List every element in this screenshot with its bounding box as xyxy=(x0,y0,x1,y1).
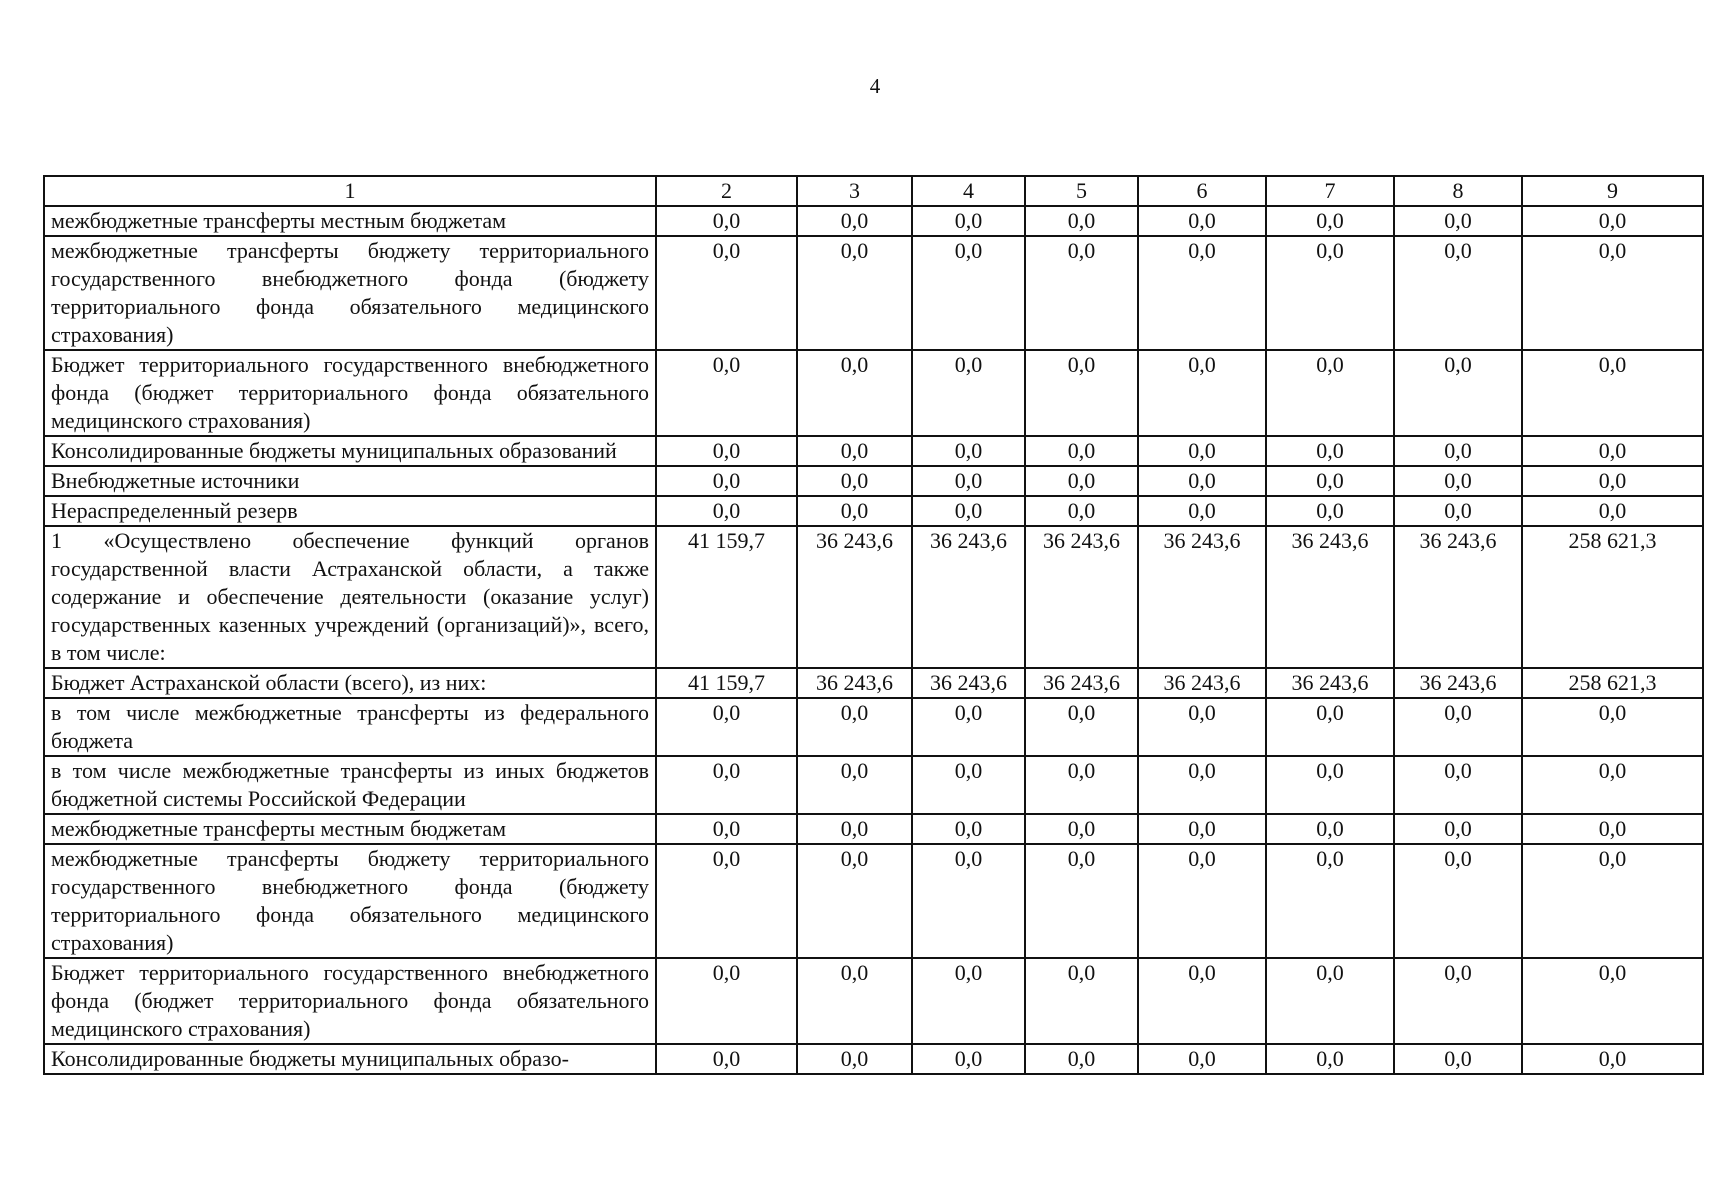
value-cell: 0,0 xyxy=(912,350,1025,436)
value-cell: 0,0 xyxy=(1522,1044,1703,1074)
value-cell: 0,0 xyxy=(1138,496,1266,526)
value-cell: 0,0 xyxy=(797,236,912,350)
value-cell: 36 243,6 xyxy=(1266,668,1394,698)
table-row xyxy=(44,958,1703,1044)
value-cell: 0,0 xyxy=(912,496,1025,526)
column-header: 6 xyxy=(1138,176,1266,206)
value-cell: 0,0 xyxy=(797,206,912,236)
value-cell: 0,0 xyxy=(1025,698,1138,756)
row-description: в том числе межбюджетные трансферты из иных бюджетов бюджетной системы Российской Федерации xyxy=(44,756,656,814)
row-description: 1 «Осуществлено обеспечение функций органов государственной власти Астраханской области, а также содержание и обеспечение деятельности (оказание услуг) государственных казенных учреждений (организаций)», всего, в том числе: xyxy=(44,526,656,668)
value-cell: 0,0 xyxy=(1138,698,1266,756)
value-cell: 0,0 xyxy=(1138,350,1266,436)
value-cell: 0,0 xyxy=(656,1044,797,1074)
value-cell: 0,0 xyxy=(1522,496,1703,526)
value-cell: 0,0 xyxy=(1025,756,1138,814)
value-cell: 0,0 xyxy=(656,844,797,958)
value-cell: 0,0 xyxy=(1266,466,1394,496)
value-cell: 0,0 xyxy=(912,236,1025,350)
row-description: Бюджет территориального государственного внебюджетного фонда (бюджет территориального фонда обязательного медицинского страхования) xyxy=(44,350,656,436)
value-cell: 0,0 xyxy=(1394,1044,1522,1074)
row-description: Консолидированные бюджеты муниципальных образований xyxy=(44,436,656,466)
value-cell: 0,0 xyxy=(1266,496,1394,526)
column-header: 5 xyxy=(1025,176,1138,206)
value-cell: 0,0 xyxy=(1138,236,1266,350)
value-cell: 0,0 xyxy=(1394,756,1522,814)
table-row xyxy=(44,466,1703,496)
table-row xyxy=(44,436,1703,466)
column-header: 3 xyxy=(797,176,912,206)
value-cell: 0,0 xyxy=(1522,844,1703,958)
value-cell: 0,0 xyxy=(656,496,797,526)
value-cell: 41 159,7 xyxy=(656,668,797,698)
value-cell: 0,0 xyxy=(656,466,797,496)
row-description: межбюджетные трансферты бюджету территориального государственного внебюджетного фонда (бюджету территориального фонда обязательного медицинского страхования) xyxy=(44,236,656,350)
value-cell: 0,0 xyxy=(1394,236,1522,350)
column-header: 7 xyxy=(1266,176,1394,206)
value-cell: 0,0 xyxy=(797,496,912,526)
value-cell: 0,0 xyxy=(1138,844,1266,958)
value-cell: 0,0 xyxy=(1522,466,1703,496)
value-cell: 0,0 xyxy=(1138,1044,1266,1074)
value-cell: 36 243,6 xyxy=(797,526,912,668)
table-row xyxy=(44,756,1703,814)
table-row xyxy=(44,496,1703,526)
value-cell: 0,0 xyxy=(656,206,797,236)
value-cell: 0,0 xyxy=(1522,350,1703,436)
value-cell: 0,0 xyxy=(1394,496,1522,526)
value-cell: 0,0 xyxy=(1394,350,1522,436)
value-cell: 0,0 xyxy=(1394,814,1522,844)
value-cell: 0,0 xyxy=(1394,206,1522,236)
row-description: Нераспределенный резерв xyxy=(44,496,656,526)
value-cell: 0,0 xyxy=(1025,844,1138,958)
value-cell: 0,0 xyxy=(656,350,797,436)
value-cell: 36 243,6 xyxy=(1394,668,1522,698)
column-header: 2 xyxy=(656,176,797,206)
value-cell: 0,0 xyxy=(1025,814,1138,844)
value-cell: 0,0 xyxy=(656,698,797,756)
value-cell: 0,0 xyxy=(656,236,797,350)
value-cell: 0,0 xyxy=(797,436,912,466)
value-cell: 0,0 xyxy=(1394,844,1522,958)
value-cell: 0,0 xyxy=(1025,206,1138,236)
value-cell: 0,0 xyxy=(1266,206,1394,236)
value-cell: 0,0 xyxy=(1522,814,1703,844)
value-cell: 0,0 xyxy=(1138,206,1266,236)
value-cell: 0,0 xyxy=(1138,466,1266,496)
value-cell: 0,0 xyxy=(1522,206,1703,236)
table-row xyxy=(44,236,1703,350)
page-number: 4 xyxy=(869,74,881,98)
table-row xyxy=(44,844,1703,958)
value-cell: 41 159,7 xyxy=(656,526,797,668)
value-cell: 0,0 xyxy=(912,1044,1025,1074)
value-cell: 0,0 xyxy=(797,698,912,756)
value-cell: 0,0 xyxy=(797,1044,912,1074)
value-cell: 0,0 xyxy=(1266,1044,1394,1074)
value-cell: 36 243,6 xyxy=(1266,526,1394,668)
row-description: межбюджетные трансферты бюджету территориального государственного внебюджетного фонда (бюджету территориального фонда обязательного медицинского страхования) xyxy=(44,844,656,958)
value-cell: 0,0 xyxy=(1025,236,1138,350)
table-row xyxy=(44,526,1703,668)
value-cell: 36 243,6 xyxy=(797,668,912,698)
value-cell: 0,0 xyxy=(797,756,912,814)
value-cell: 0,0 xyxy=(656,436,797,466)
row-description: Бюджет Астраханской области (всего), из них: xyxy=(44,668,656,698)
value-cell: 0,0 xyxy=(1266,350,1394,436)
value-cell: 0,0 xyxy=(912,436,1025,466)
value-cell: 0,0 xyxy=(656,756,797,814)
table-row xyxy=(44,1044,1703,1074)
value-cell: 0,0 xyxy=(1138,756,1266,814)
column-header: 1 xyxy=(44,176,656,206)
value-cell: 0,0 xyxy=(1266,236,1394,350)
value-cell: 36 243,6 xyxy=(1138,526,1266,668)
value-cell: 0,0 xyxy=(1522,958,1703,1044)
value-cell: 0,0 xyxy=(1394,698,1522,756)
value-cell: 0,0 xyxy=(797,466,912,496)
value-cell: 0,0 xyxy=(797,958,912,1044)
table-row xyxy=(44,668,1703,698)
value-cell: 0,0 xyxy=(1138,814,1266,844)
row-description: межбюджетные трансферты местным бюджетам xyxy=(44,206,656,236)
budget-table xyxy=(43,175,1704,1075)
column-header: 9 xyxy=(1522,176,1703,206)
value-cell: 0,0 xyxy=(1025,496,1138,526)
row-description: Бюджет территориального государственного внебюджетного фонда (бюджет территориального фонда обязательного медицинского страхования) xyxy=(44,958,656,1044)
value-cell: 0,0 xyxy=(797,814,912,844)
value-cell: 36 243,6 xyxy=(912,668,1025,698)
value-cell: 0,0 xyxy=(1394,466,1522,496)
value-cell: 36 243,6 xyxy=(1138,668,1266,698)
value-cell: 0,0 xyxy=(912,206,1025,236)
value-cell: 0,0 xyxy=(912,844,1025,958)
table-row xyxy=(44,206,1703,236)
value-cell: 0,0 xyxy=(912,466,1025,496)
value-cell: 0,0 xyxy=(912,756,1025,814)
value-cell: 0,0 xyxy=(1266,698,1394,756)
value-cell: 0,0 xyxy=(912,814,1025,844)
row-description: Внебюджетные источники xyxy=(44,466,656,496)
column-header: 8 xyxy=(1394,176,1522,206)
row-description: Консолидированные бюджеты муниципальных образо- xyxy=(44,1044,656,1074)
value-cell: 0,0 xyxy=(1138,436,1266,466)
value-cell: 0,0 xyxy=(912,958,1025,1044)
value-cell: 0,0 xyxy=(1025,1044,1138,1074)
value-cell: 0,0 xyxy=(1266,756,1394,814)
value-cell: 0,0 xyxy=(912,698,1025,756)
value-cell: 36 243,6 xyxy=(1394,526,1522,668)
row-description: в том числе межбюджетные трансферты из федерального бюджета xyxy=(44,698,656,756)
value-cell: 0,0 xyxy=(797,844,912,958)
table-row xyxy=(44,698,1703,756)
header-row xyxy=(44,176,1703,206)
table-row xyxy=(44,814,1703,844)
table-row xyxy=(44,350,1703,436)
table-body xyxy=(44,176,1703,1074)
value-cell: 0,0 xyxy=(1522,698,1703,756)
value-cell: 258 621,3 xyxy=(1522,668,1703,698)
row-description: межбюджетные трансферты местным бюджетам xyxy=(44,814,656,844)
value-cell: 0,0 xyxy=(656,958,797,1044)
value-cell: 0,0 xyxy=(1025,350,1138,436)
column-header: 4 xyxy=(912,176,1025,206)
value-cell: 0,0 xyxy=(1522,756,1703,814)
value-cell: 36 243,6 xyxy=(912,526,1025,668)
value-cell: 0,0 xyxy=(1025,958,1138,1044)
value-cell: 0,0 xyxy=(1266,958,1394,1044)
value-cell: 0,0 xyxy=(656,814,797,844)
value-cell: 0,0 xyxy=(1394,436,1522,466)
value-cell: 36 243,6 xyxy=(1025,668,1138,698)
value-cell: 0,0 xyxy=(1266,436,1394,466)
value-cell: 36 243,6 xyxy=(1025,526,1138,668)
value-cell: 258 621,3 xyxy=(1522,526,1703,668)
value-cell: 0,0 xyxy=(1025,436,1138,466)
value-cell: 0,0 xyxy=(1138,958,1266,1044)
value-cell: 0,0 xyxy=(1025,466,1138,496)
value-cell: 0,0 xyxy=(1394,958,1522,1044)
value-cell: 0,0 xyxy=(797,350,912,436)
value-cell: 0,0 xyxy=(1522,236,1703,350)
value-cell: 0,0 xyxy=(1522,436,1703,466)
value-cell: 0,0 xyxy=(1266,844,1394,958)
value-cell: 0,0 xyxy=(1266,814,1394,844)
